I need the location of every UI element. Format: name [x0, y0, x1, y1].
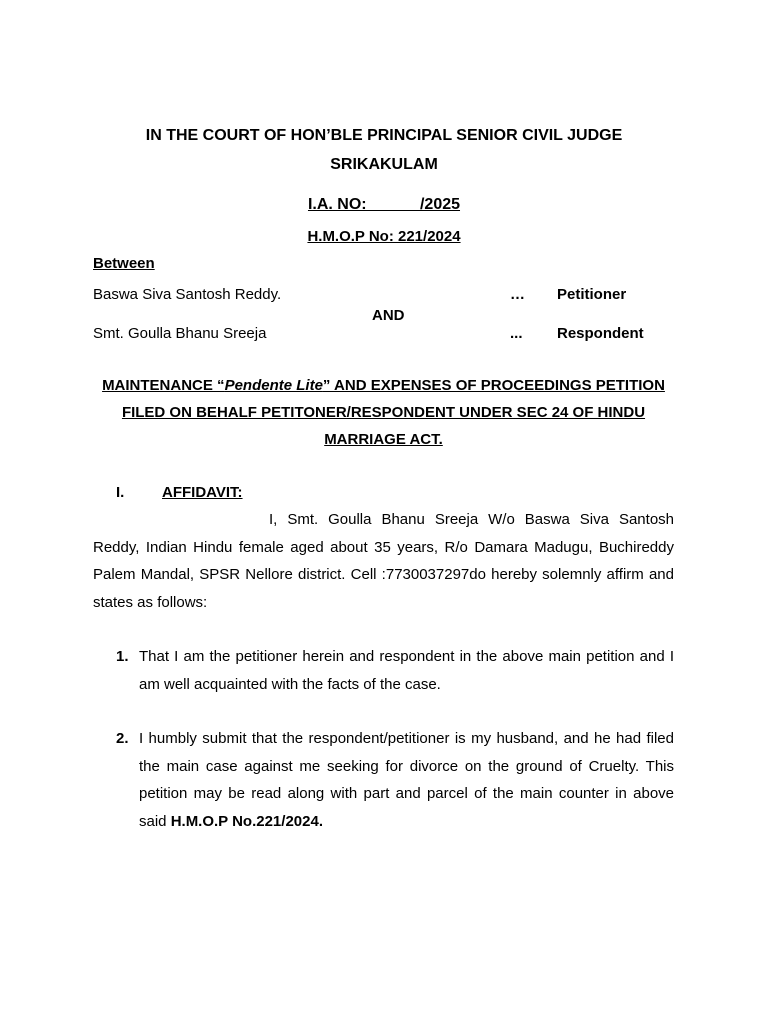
respondent-role: Respondent — [557, 325, 644, 342]
list-item-number: 1. — [116, 648, 129, 665]
list-item-text-bold: H.M.O.P No.221/2024. — [170, 812, 323, 830]
section-title: AFFIDAVIT: — [162, 484, 243, 501]
hmop-number: H.M.O.P No: 221/2024 — [307, 228, 461, 245]
list-item-text — [139, 725, 674, 835]
petition-title-part1: MAINTENANCE “ — [102, 377, 225, 394]
court-name-line: IN THE COURT OF HON’BLE PRINCIPAL SENIOR CIVIL JUDGE — [145, 127, 623, 144]
court-location-line: SRIKAKULAM — [330, 156, 438, 173]
respondent-name: Smt. Goulla Bhanu Sreeja — [93, 325, 267, 342]
petition-title-part3: ” AND EXPENSES OF PROCEEDINGS PETITION FILED ON BEHALF PETITONER/RESPONDENT UNDER SEC 24 OF HINDU MARRIAGE ACT. — [121, 377, 665, 448]
petitioner-role: Petitioner — [557, 286, 627, 303]
affidavit-intro-text: I, Smt. Goulla Bhanu Sreeja W/o Baswa Siva Santosh Reddy, Indian Hindu female aged about 35 years, R/o Damara Madugu, Buchireddy Palem Mandal, SPSR Nellore district. Cell :7730037297do hereby solemnly affirm and states as follows: — [93, 511, 674, 611]
and-label: AND — [372, 307, 405, 324]
petition-title — [93, 372, 674, 453]
section-number: I. — [116, 484, 125, 501]
petitioner-dots: … — [510, 286, 525, 303]
list-item-text: That I am the petitioner herein and respondent in the above main petition and I am well acquainted with the facts of the case. — [139, 648, 674, 693]
list-item-text-plain: I humbly submit that the respondent/petitioner is my husband, and he had filed the main case against me seeking for divorce on the ground of Cruelty. This petition may be read along with part and parcel of the main counter in above said — [139, 730, 674, 830]
between-label: Between — [93, 255, 155, 272]
petitioner-name: Baswa Siva Santosh Reddy. — [93, 286, 282, 303]
list-item-number: 2. — [116, 730, 129, 747]
petition-title-italic: Pendente Lite — [224, 377, 323, 394]
affidavit-intro — [93, 506, 674, 616]
ia-number: I.A. NO: /2025 — [307, 196, 461, 213]
respondent-dots: ... — [510, 325, 523, 342]
